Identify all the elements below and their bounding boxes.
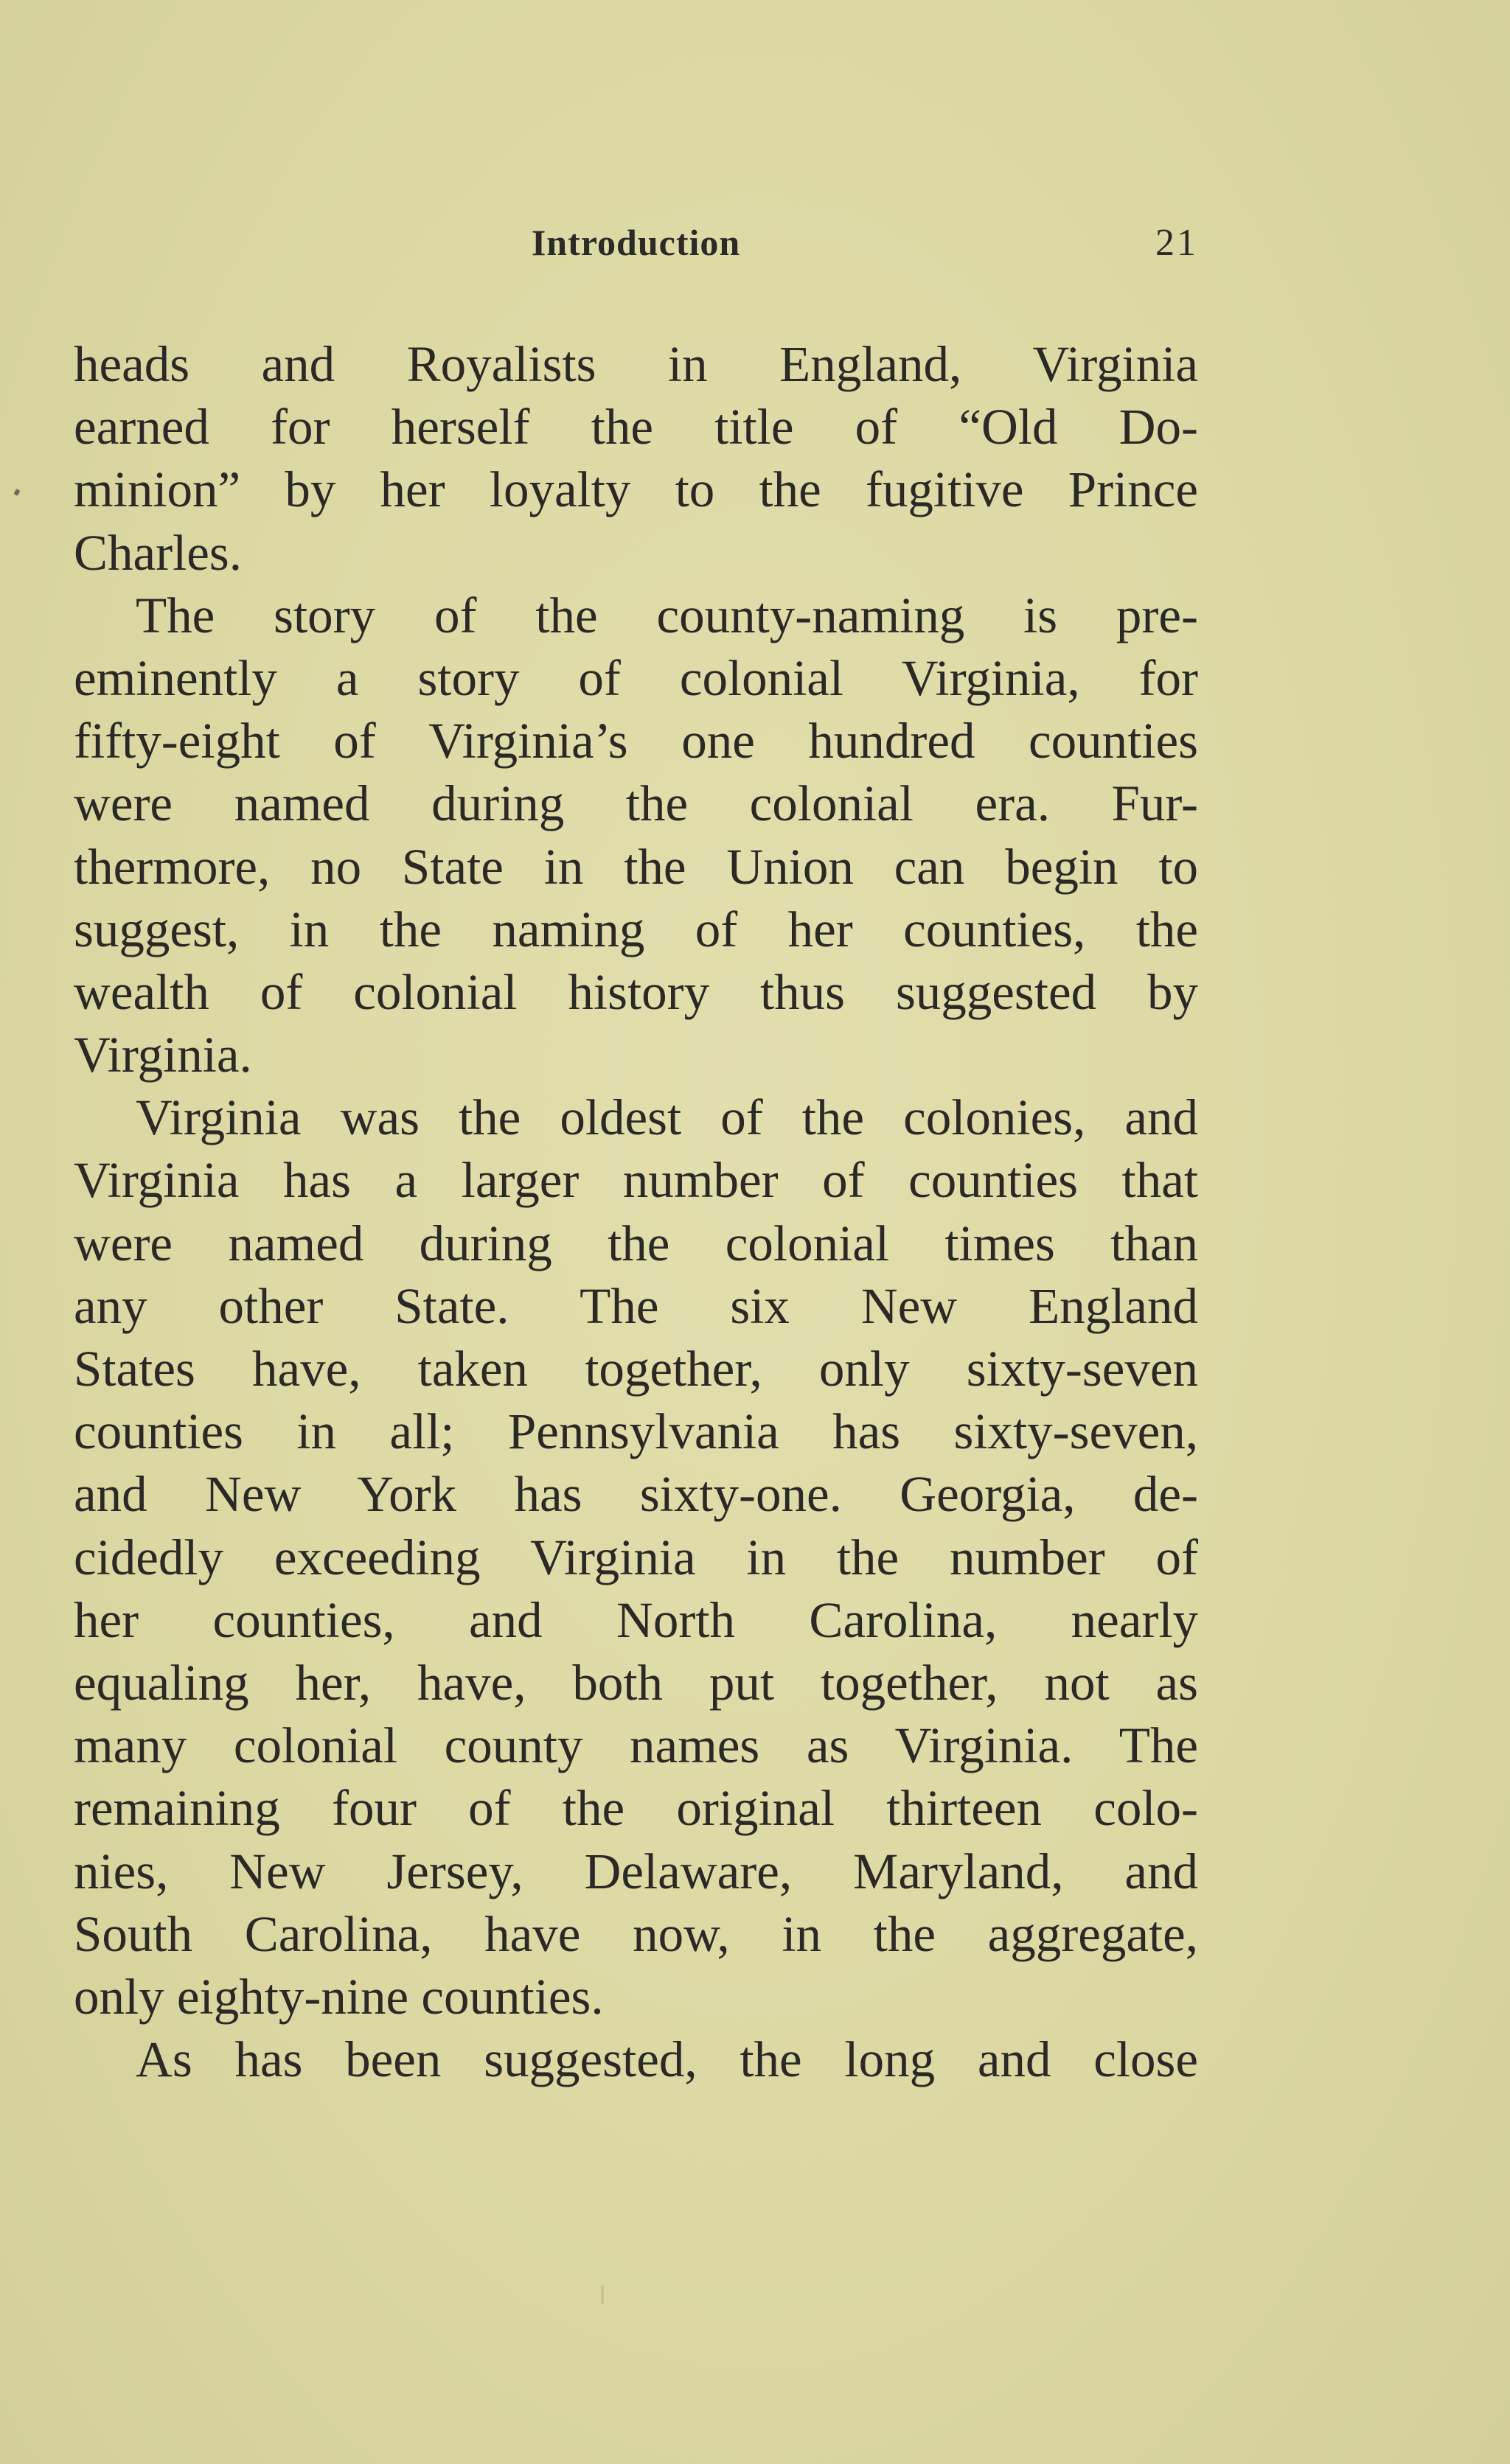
text-line: many colonial county names as Virginia. The [74,1717,1198,1774]
text-line: any other State. The six New England [74,1277,1198,1334]
text-line: Virginia. [74,1027,252,1083]
text-line: only eighty-nine counties. [74,1968,604,2025]
text-line: remaining four of the original thirteen colo- [74,1780,1198,1837]
page-number: 21 [1155,222,1198,264]
text-line: counties in all; Pennsylvania has sixty-seven, [74,1403,1198,1460]
body-text [74,333,1198,2091]
text-line: Charles. [74,524,243,581]
text-line: thermore, no State in the Union can begin to [74,838,1198,895]
text-line: eminently a story of colonial Virginia, for [74,649,1198,706]
text-line: were named during the colonial era. Fur- [74,775,1198,832]
text-line: Virginia has a larger number of counties that [74,1152,1198,1209]
text-line: fifty-eight of Virginia’s one hundred counties [74,713,1198,769]
paper-speck [601,2285,604,2304]
text-line: cidedly exceeding Virginia in the number of [74,1529,1198,1585]
text-line: States have, taken together, only sixty-seven [74,1341,1198,1397]
text-line: suggest, in the naming of her counties, the [74,901,1198,957]
text-line: Virginia was the oldest of the colonies, and [136,1089,1198,1146]
text-line: nies, New Jersey, Delaware, Maryland, and [74,1843,1198,1899]
text-line: heads and Royalists in England, Virginia [74,336,1198,392]
running-title: Introduction [531,222,741,263]
text-line: equaling her, have, both put together, not as [74,1654,1198,1711]
text-line: The story of the county-naming is pre- [136,587,1198,643]
running-head [74,221,1198,280]
text-line: South Carolina, have now, in the aggregate, [74,1905,1198,1962]
text-line: As has been suggested, the long and close [136,2031,1198,2088]
text-line: were named during the colonial times than [74,1215,1198,1271]
text-line: wealth of colonial history thus suggested by [74,963,1198,1020]
text-line: and New York has sixty-one. Georgia, de- [74,1466,1198,1523]
text-line: minion” by her loyalty to the fugitive Prince [74,461,1198,518]
text-line: earned for herself the title of “Old Do- [74,399,1198,456]
margin-mark [13,489,20,496]
text-line: her counties, and North Carolina, nearly [74,1591,1198,1648]
